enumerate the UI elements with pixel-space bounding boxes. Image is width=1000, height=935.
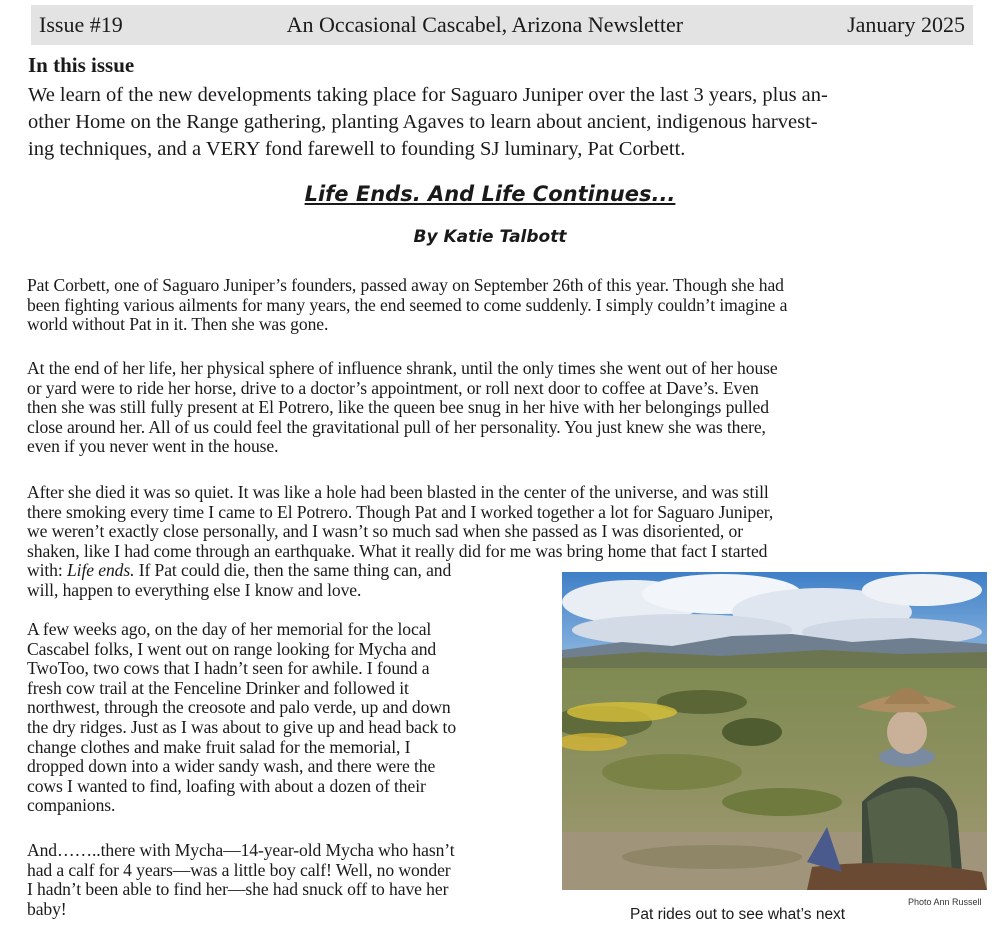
article-paragraph — [27, 276, 787, 335]
text-line: there smoking every time I came to El Potrero. Though Pat and I worked together a lot for Saguaro Juniper, — [27, 501, 774, 522]
text-line: we weren’t exactly close personally, and I wasn’t so much sad when she passed as I was disoriented, or — [27, 521, 743, 542]
text-line: shaken, like I had come through an earthquake. What it really did for me was bring home that fact I started — [27, 540, 768, 561]
text-line: Pat Corbett, one of Saguaro Juniper’s founders, passed away on September 26th of this year. Though she had — [27, 275, 784, 295]
text-line: the dry ridges. Just as I was about to give up and head back to — [27, 716, 457, 737]
in-this-issue-heading: In this issue — [28, 53, 135, 77]
in-this-issue-summary — [28, 82, 966, 163]
text-line: fresh cow trail at the Fenceline Drinker and followed it — [27, 677, 409, 698]
summary-line: ing techniques, and a VERY fond farewell to founding SJ luminary, Pat Corbett. — [28, 138, 686, 160]
article-paragraph — [27, 359, 778, 457]
emphasis-text: Life ends. — [66, 560, 135, 581]
text-line: or yard were to ride her horse, drive to a doctor’s appointment, or roll next door to coffee at Dave’s. Even — [27, 377, 759, 398]
text-fragment: with: — [27, 560, 67, 581]
summary-line: other Home on the Range gathering, planting Agaves to learn about ancient, indigenous harvest- — [28, 111, 818, 133]
text-line: Cascabel folks, I went out on range looking for Mycha and — [27, 638, 437, 659]
text-line: change clothes and make fruit salad for the memorial, I — [27, 736, 411, 757]
text-line: And……..there with Mycha—14-year-old Mycha who hasn’t — [27, 840, 455, 860]
article-paragraph — [27, 841, 455, 919]
text-line: dropped down into a wider sandy wash, and there were the — [27, 756, 436, 777]
article-paragraph — [27, 620, 456, 816]
text-line: At the end of her life, her physical sphere of influence shrank, until the only times she went out of her house — [27, 358, 778, 378]
text-line: TwoToo, two cows that I hadn’t seen for awhile. I found a — [27, 658, 430, 679]
summary-line: We learn of the new developments taking place for Saguaro Juniper over the last 3 years, plus an- — [28, 84, 828, 106]
text-line: close around her. All of us could feel the gravitational pull of her personality. You just knew she was there, — [27, 416, 766, 437]
text-line: world without Pat in it. Then she was gone. — [27, 314, 329, 335]
photo-credit: Photo Ann Russell — [908, 897, 982, 907]
issue-number: Issue #19 — [39, 12, 123, 37]
article-headline: Life Ends. And Life Continues... — [304, 182, 676, 206]
text-line: cows I wanted to find, loafing with about a dozen of their — [27, 775, 426, 796]
newsletter-header — [31, 5, 973, 45]
text-line: I hadn’t been able to find her—she had snuck off to have her — [27, 879, 449, 900]
text-line: then she was still fully present at El Potrero, like the queen bee snug in her hive with her belongings pulled — [27, 397, 769, 418]
text-line: companions. — [27, 795, 116, 816]
text-line: baby! — [27, 898, 67, 919]
rider-landscape-photo — [562, 572, 987, 890]
article-byline: By Katie Talbott — [413, 227, 567, 247]
photo-caption: Pat rides out to see what’s next — [630, 906, 846, 923]
text-line: northwest, through the creosote and palo verde, up and down — [27, 697, 451, 718]
text-line: will, happen to everything else I know and love. — [27, 579, 362, 600]
newsletter-title: An Occasional Cascabel, Arizona Newsletter — [286, 12, 684, 37]
text-line: After she died it was so quiet. It was like a hole had been blasted in the center of the universe, and was still — [27, 482, 769, 502]
text-line: been fighting various ailments for many years, the end seemed to come suddenly. I simply couldn’t imagine a — [27, 294, 788, 315]
text-line: had a calf for 4 years—was a little boy calf! Well, no wonder — [27, 859, 451, 880]
photo-illustration — [562, 572, 987, 890]
text-line: even if you never went in the house. — [27, 436, 279, 457]
text-line: A few weeks ago, on the day of her memorial for the local — [27, 619, 432, 639]
text-fragment: If Pat could die, then the same thing can, and — [134, 560, 452, 581]
issue-date: January 2025 — [847, 12, 965, 37]
